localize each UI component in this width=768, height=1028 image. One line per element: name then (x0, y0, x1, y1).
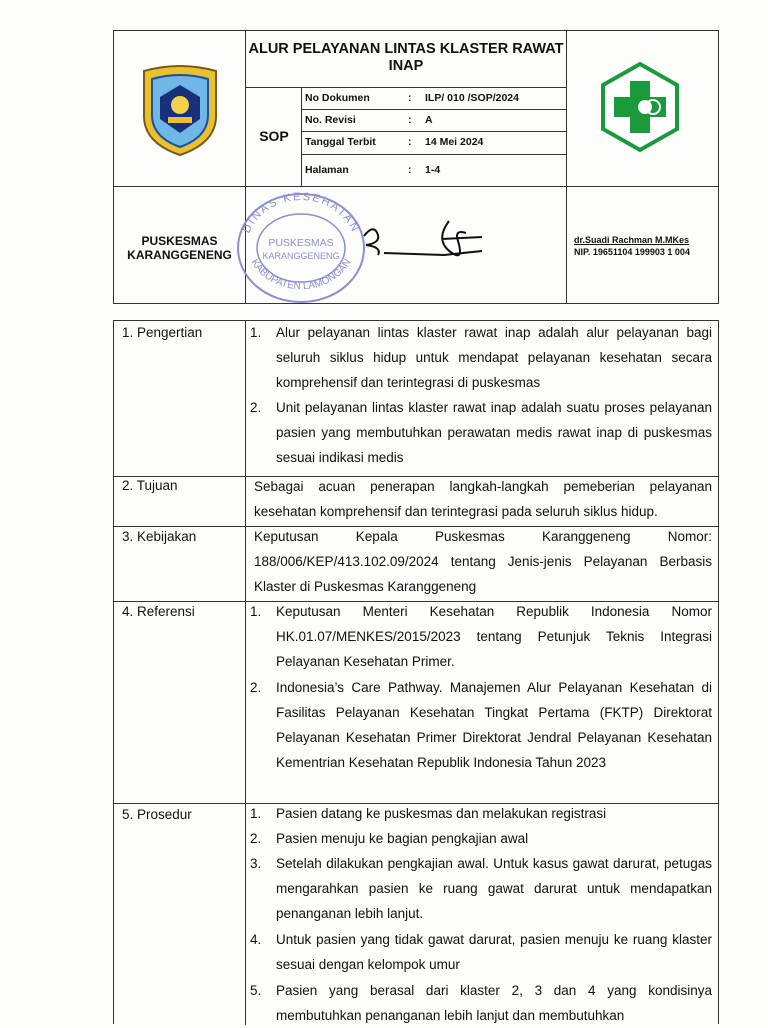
meta-label-halaman: Halaman (305, 164, 349, 176)
prosedur-item: 1. Pasien datang ke puskesmas dan melakukan registrasi (250, 806, 607, 821)
stamp-top-text: DINAS KESEHATAN (240, 190, 362, 236)
svg-text:DINAS KESEHATAN (241, 191, 362, 235)
section-label-pengertian: 1. Pengertian (122, 325, 203, 340)
prosedur-item: 2. Pasien menuju ke bagian pengkajian awal (250, 831, 529, 846)
stamp-center-line-1: PUSKESMAS (268, 237, 334, 249)
facility-line-1: PUSKESMAS (141, 234, 218, 248)
prosedur-item: 5. Pasien yang berasal dari klaster 2, 3 dan 4 yang kondisinya membutuhkan penanganan lebih lanjut dan membutuhkan (250, 983, 712, 1023)
meta-value-no-dokumen: ILP/ 010 /SOP/2024 (425, 92, 519, 104)
meta-value-tanggal-terbit: 14 Mei 2024 (425, 136, 484, 148)
meta-label-tanggal-terbit: Tanggal Terbit (305, 136, 376, 148)
puskesmas-logo (599, 61, 681, 153)
section-label-tujuan: 2. Tujuan (122, 478, 178, 493)
prosedur-item: 3. Setelah dilakukan pengkajian awal. Untuk kasus gawat darurat, petugas mengarahkan pasien ke ruang gawat darurat untuk mendapatkan penanganan lebih lanjut. (250, 856, 712, 921)
meta-value-no-revisi: A (425, 114, 433, 126)
sop-content-table (113, 320, 719, 1024)
meta-colon: : (408, 114, 412, 126)
meta-colon: : (408, 92, 412, 104)
document-header (113, 30, 719, 304)
svg-text:KABUPATEN LAMONGAN (249, 257, 354, 292)
regency-emblem-logo (138, 61, 222, 157)
kebijakan-text: Keputusan Kepala Puskesmas Karanggeneng Nomor: 188/006/KEP/413.102.09/2024 tentang Jenis-jenis Pelayanan Berbasis Klaster di Puskesmas Karanggeneng (254, 529, 712, 594)
section-label-prosedur: 5. Prosedur (122, 807, 192, 822)
stamp-center-line-2: KARANGGENENG (262, 251, 340, 261)
meta-label-no-revisi: No. Revisi (305, 114, 356, 126)
stamp-bottom-text: KABUPATEN LAMONGAN (248, 257, 354, 293)
sop-label: SOP (259, 128, 289, 144)
pengertian-item: 2. Unit pelayanan lintas klaster rawat inap adalah suatu proses pelayanan pasien yang membutuhkan perawatan medis rawat inap di puskesmas sesuai indikasi medis (250, 400, 712, 465)
tujuan-text: Sebagai acuan penerapan langkah-langkah pemeberian pelayanan kesehatan komprehensif dan terintegrasi pada seluruh siklus hidup. (254, 479, 712, 519)
signer-name: dr.Suadi Rachman M.MKes (574, 235, 690, 245)
meta-colon: : (408, 136, 412, 148)
referensi-item: 1. Keputusan Menteri Kesehatan Republik Indonesia Nomor HK.01.07/MENKES/2015/2023 tentang Petunjuk Teknis Integrasi Pelayanan Kesehatan Primer. (250, 604, 712, 669)
meta-colon: : (408, 164, 412, 176)
pengertian-item: 1. Alur pelayanan lintas klaster rawat inap adalah alur pelayanan bagi seluruh siklus hidup untuk mendapat pelayanan kesehatan secara komprehensif dan terintegrasi di puskesmas (250, 325, 712, 390)
section-label-kebijakan: 3. Kebijakan (122, 529, 197, 544)
document-title: ALUR PELAYANAN LINTAS KLASTER RAWAT INAP (248, 41, 564, 74)
facility-line-2: KARANGGENENG (127, 248, 232, 262)
facility-name (114, 234, 245, 262)
signature (354, 211, 494, 271)
prosedur-item: 4. Untuk pasien yang tidak gawat darurat, pasien menuju ke ruang klaster sesuai dengan kelompok umur (250, 932, 712, 972)
meta-label-no-dokumen: No Dokumen (305, 92, 370, 104)
meta-value-halaman: 1-4 (425, 164, 441, 176)
section-label-referensi: 4. Referensi (122, 604, 195, 619)
official-stamp (232, 188, 370, 304)
referensi-item: 2. Indonesia’s Care Pathway. Manajemen Alur Pelayanan Kesehatan di Fasilitas Pelayanan Kesehatan Tingkat Pertama (FKTP) Direktorat Pelayanan Kesehatan Primer Direktorat Jendral Pelayanan Kesehatan Kementrian Kesehatan Republik Indonesia Tahun 2023 (250, 680, 712, 770)
signer-nip: NIP. 19651104 199903 1 004 (574, 247, 690, 257)
